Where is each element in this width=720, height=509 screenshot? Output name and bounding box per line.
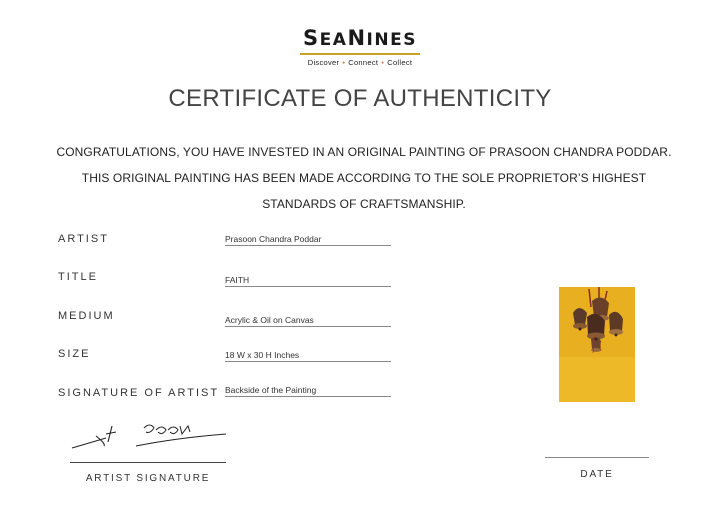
intro-line-2: THIS ORIGINAL PAINTING HAS BEEN MADE ACCORDING TO THE SOLE PROPRIETOR’S HIGHEST	[81, 171, 647, 185]
painting-thumbnail	[559, 287, 635, 402]
size-label: SIZE	[58, 348, 91, 360]
artist-signature-label: ARTIST SIGNATURE	[85, 473, 211, 484]
medium-value: Acrylic & Oil on Canvas	[225, 315, 391, 327]
medium-label: MEDIUM	[58, 310, 115, 322]
artist-label: ARTIST	[58, 233, 109, 245]
signature-of-artist-value: Backside of the Painting	[225, 385, 391, 397]
signature-of-artist-label: SIGNATURE OF ARTIST	[58, 387, 220, 399]
intro-line-3: STANDARDS OF CRAFTSMANSHIP.	[262, 197, 466, 211]
logo-tagline: Discover • Connect • Collect	[307, 57, 413, 67]
title-value: FAITH	[225, 275, 391, 287]
seanines-logo	[0, 26, 720, 67]
intro-line-1: CONGRATULATIONS, YOU HAVE INVESTED IN AN ORIGINAL PAINTING OF PRASOON CHANDRA PODDAR.	[56, 145, 672, 159]
logo-wordmark: SEANINES	[303, 26, 417, 50]
artist-signature-scribble	[66, 416, 236, 456]
size-value: 18 W x 30 H Inches	[225, 350, 391, 362]
artist-value: Prasoon Chandra Poddar	[225, 234, 391, 246]
date-label: DATE	[580, 469, 614, 480]
logo-underline	[300, 53, 420, 55]
artist-signature-line	[70, 462, 226, 463]
certificate-title: CERTIFICATE OF AUTHENTICITY	[168, 85, 552, 112]
title-label: TITLE	[58, 271, 98, 283]
date-line	[545, 457, 649, 458]
